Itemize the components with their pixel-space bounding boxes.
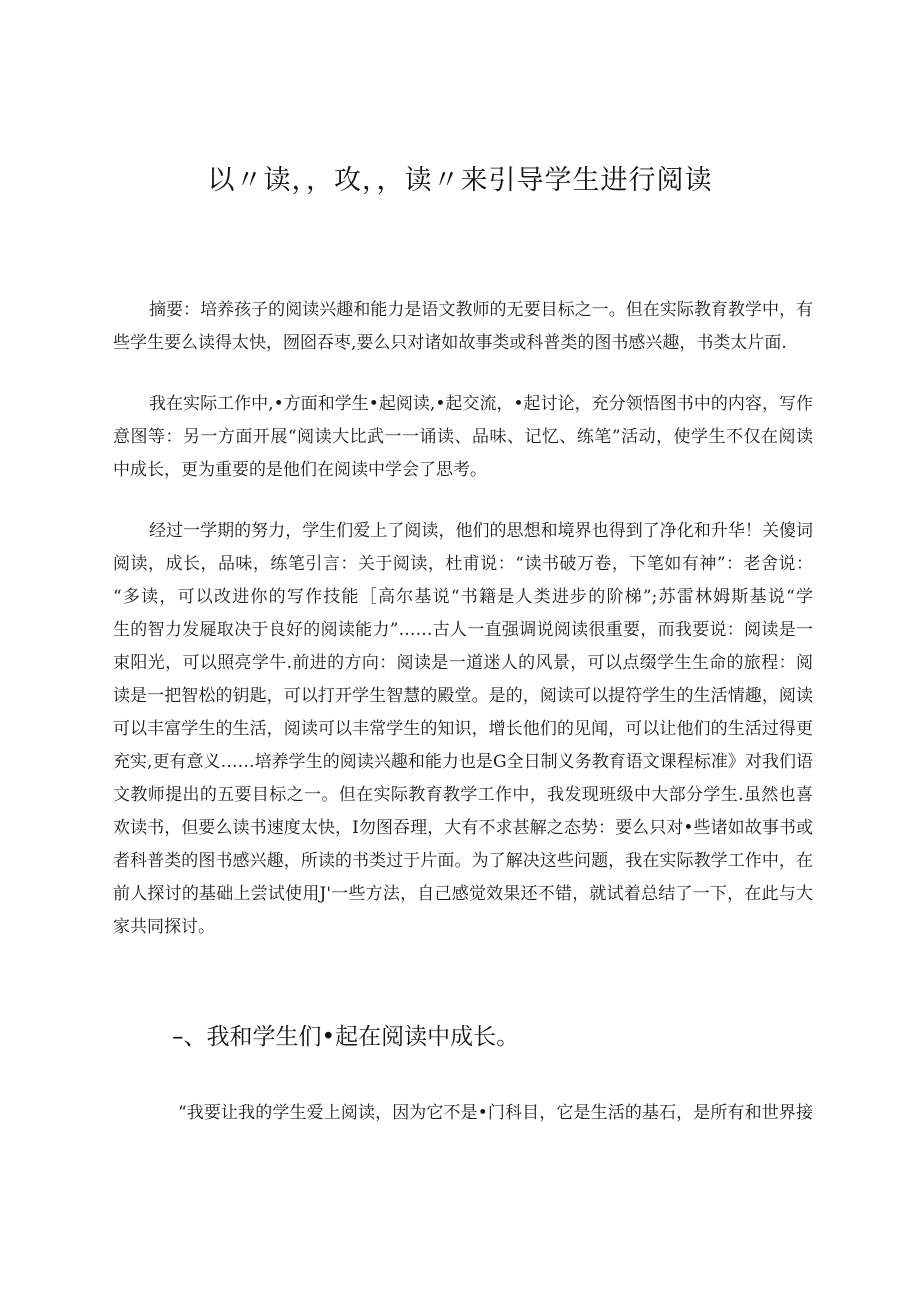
text-line: 摘要：培养孩子的阅读兴趣和能力是语文教师的无要目标之一。但在实际教育教学中，有 (149, 300, 813, 320)
document-title: 以〃读，，攻，，读〃来引导学生进行阅读 (207, 165, 713, 196)
text-line: 意图等：另一方面开展“阅读大比武一一诵读、品味、记忆、练笔”活动，使学生不仅在阅读 (113, 427, 813, 447)
quote-text-line: “我要让我的学生爱上阅读，因为它不是•门科目，它是生活的基石，是所有和世界接 (178, 1103, 813, 1123)
body-paragraph-2 (113, 515, 813, 944)
text-line: 家共同探讨。 (113, 917, 215, 937)
text-line: 可以丰富学生的生活，阅读可以丰常学生的知识，增长他们的见闻，可以让他们的生活过得更 (113, 719, 813, 739)
text-line: 者科普类的图书感兴趣，所读的书类过于片面。为了解决这些问题，我在实际教学工作中，在 (113, 851, 813, 871)
body-paragraph-1 (113, 388, 813, 487)
text-line: 前人探讨的基础上尝试使用J'一些方法，自己感觉效果还不错，就试着总结了一下，在此与大 (113, 884, 813, 904)
text-line: 经过一学期的努力，学生们爱上了阅读，他们的思想和境界也得到了净化和升华！关傻词 (149, 521, 813, 541)
text-line: 中成长，更为重要的是他们在阅读中学会了思考。 (113, 460, 487, 480)
text-line: 些学生要么读得太快，囫囵吞枣,要么只对诸如故事类或科普类的图书感兴趣，书类太片面. (113, 333, 787, 353)
text-line: 充实,更有意义……培养学生的阅读兴趣和能力也是G全日制义务教育语文课程标准》对我们语 (113, 752, 813, 772)
text-line: 欢读书，但要么读书速度太快，I勿图吞理，大有不求甚解之态势：要么只对•些诸如故事书或 (113, 818, 813, 838)
text-line: 读是一把智松的钥匙，可以打开学生智慧的殿堂。是的，阅读可以提符学生的生活情趣，阅读 (113, 686, 813, 706)
text-line: “多读，可以改进你的写作技能［高尔基说“书籍是人类进步的阶梯”;苏雷林姆斯基说“学 (113, 587, 813, 607)
text-line: 阅读，成长，品味，练笔引言：关于阅读，杜甫说：“读书破万卷，下笔如有神”：老舍说： (113, 554, 813, 574)
abstract-paragraph (113, 294, 813, 360)
section-heading: –、我和学生们•起在阅读中成长。 (172, 1024, 520, 1050)
text-line: 我在实际工作中,•方面和学生•起阅读,•起交流，•起讨论，充分领悟图书中的内容，写作 (149, 394, 813, 414)
text-line: 束阳光，可以照亮学牛.前进的方向：阅读是一道迷人的风景，可以点缀学生生命的旅程：阅 (113, 653, 813, 673)
text-line: 生的智力发屣取决于良好的阅读能力”……古人一直强调说阅读很重要，而我要说：阅读是一 (113, 620, 813, 640)
text-line: 文教师提出的五要目标之一。但在实际教育教学工作中，我发现班级中大部分学生.虽然也喜 (113, 785, 813, 805)
